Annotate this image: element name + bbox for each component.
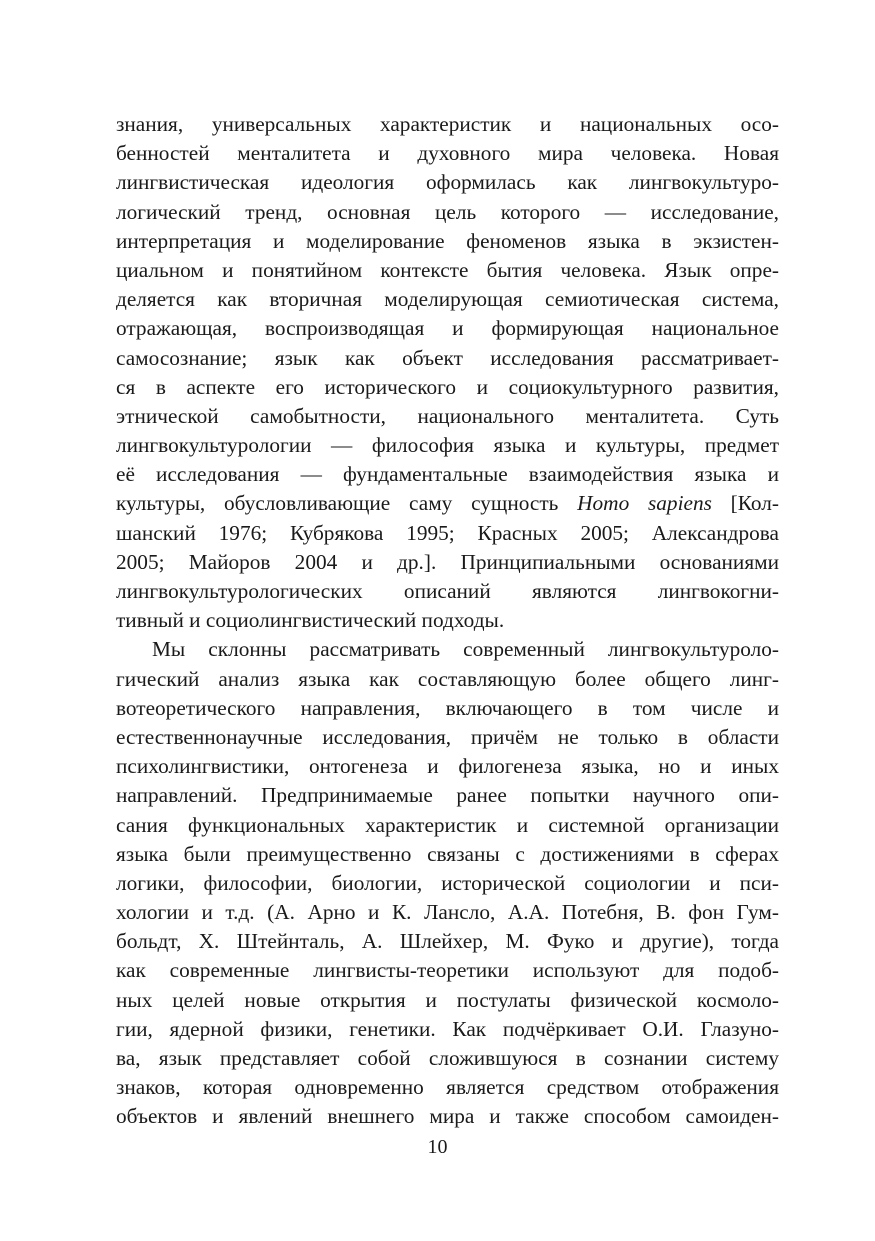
text-line: естественнонаучные исследования, причём не только в области (116, 724, 779, 749)
text-line: этнической самобытности, национального менталитета. Суть (116, 403, 779, 428)
text-line: направлений. Предпринимаемые ранее попытки научного опи- (116, 783, 779, 808)
text-line: гический анализ языка как составляющую более общего линг- (116, 666, 779, 691)
text-segment: [Кол- (711, 491, 779, 516)
text-line: сания функциональных характеристик и системной организации (116, 812, 779, 837)
text-line: Мы склонны рассматривать современный лингвокультуроло- (152, 637, 779, 662)
text-line: языка были преимущественно связаны с достижениями в сферах (116, 841, 779, 866)
paragraph-2 (116, 635, 779, 1131)
body-text (116, 110, 779, 1132)
text-line: психолингвистики, онтогенеза и филогенеза языка, но и иных (116, 754, 779, 779)
text-line: шанский 1976; Кубрякова 1995; Красных 2005; Александрова (116, 520, 779, 545)
text-line: объектов и явлений внешнего мира и также способом самоиден- (116, 1104, 779, 1129)
text-segment: культуры, обусловливающие саму сущность (116, 491, 578, 516)
text-line: лингвокультурологических описаний являются лингвокогни- (116, 579, 779, 603)
text-line: гии, ядерной физики, генетики. Как подчёркивает О.И. Глазуно- (116, 1016, 779, 1041)
text-line: её исследования — фундаментальные взаимодействия языка и (116, 462, 779, 487)
text-line: ных целей новые открытия и постулаты физической космоло- (116, 987, 779, 1012)
text-line: вотеоретического направления, включающего в том числе и (116, 695, 779, 720)
text-line: отражающая, воспроизводящая и формирующая национальное (116, 316, 779, 341)
text-line: лингвистическая идеология оформилась как лингвокультуро- (116, 170, 779, 195)
text-line: больдт, Х. Штейнталь, А. Шлейхер, М. Фуко и другие), тогда (116, 929, 779, 954)
text-line: циальном и понятийном контексте бытия человека. Язык опре- (116, 257, 779, 282)
text-line: бенностей менталитета и духовного мира человека. Новая (116, 141, 779, 166)
text-line: тивный и социолингвистический подходы. (116, 608, 505, 633)
latin-term: Homo sapiens (577, 491, 712, 516)
text-line: знаков, которая одновременно является средством отображения (116, 1075, 779, 1100)
text-line: ся в аспекте его исторического и социокультурного развития, (116, 374, 779, 399)
text-line: лингвокультурологии — философия языка и культуры, предмет (116, 433, 779, 458)
page-number: 10 (427, 1136, 448, 1158)
text-line: логики, философии, биологии, исторической социологии и пси- (116, 870, 779, 895)
text-line-with-italic (116, 489, 779, 518)
text-line: интерпретация и моделирование феноменов языка в экзистен- (116, 228, 779, 253)
text-line: логический тренд, основная цель которого — исследование, (116, 199, 779, 224)
text-line: хологии и т.д. (А. Арно и К. Лансло, А.А. Потебня, В. фон Гум- (116, 900, 779, 925)
paragraph-1 (116, 110, 779, 635)
text-line: деляется как вторичная моделирующая семиотическая система, (116, 287, 779, 312)
text-line: 2005; Майоров 2004 и др.]. Принципиальными основаниями (116, 549, 779, 574)
text-line: самосознание; язык как объект исследования рассматривает- (116, 345, 779, 370)
text-line: ва, язык представляет собой сложившуюся в сознании систему (116, 1046, 779, 1070)
text-line: знания, универсальных характеристик и национальных осо- (116, 112, 779, 136)
text-line: как современные лингвисты-теоретики используют для подоб- (116, 958, 779, 983)
